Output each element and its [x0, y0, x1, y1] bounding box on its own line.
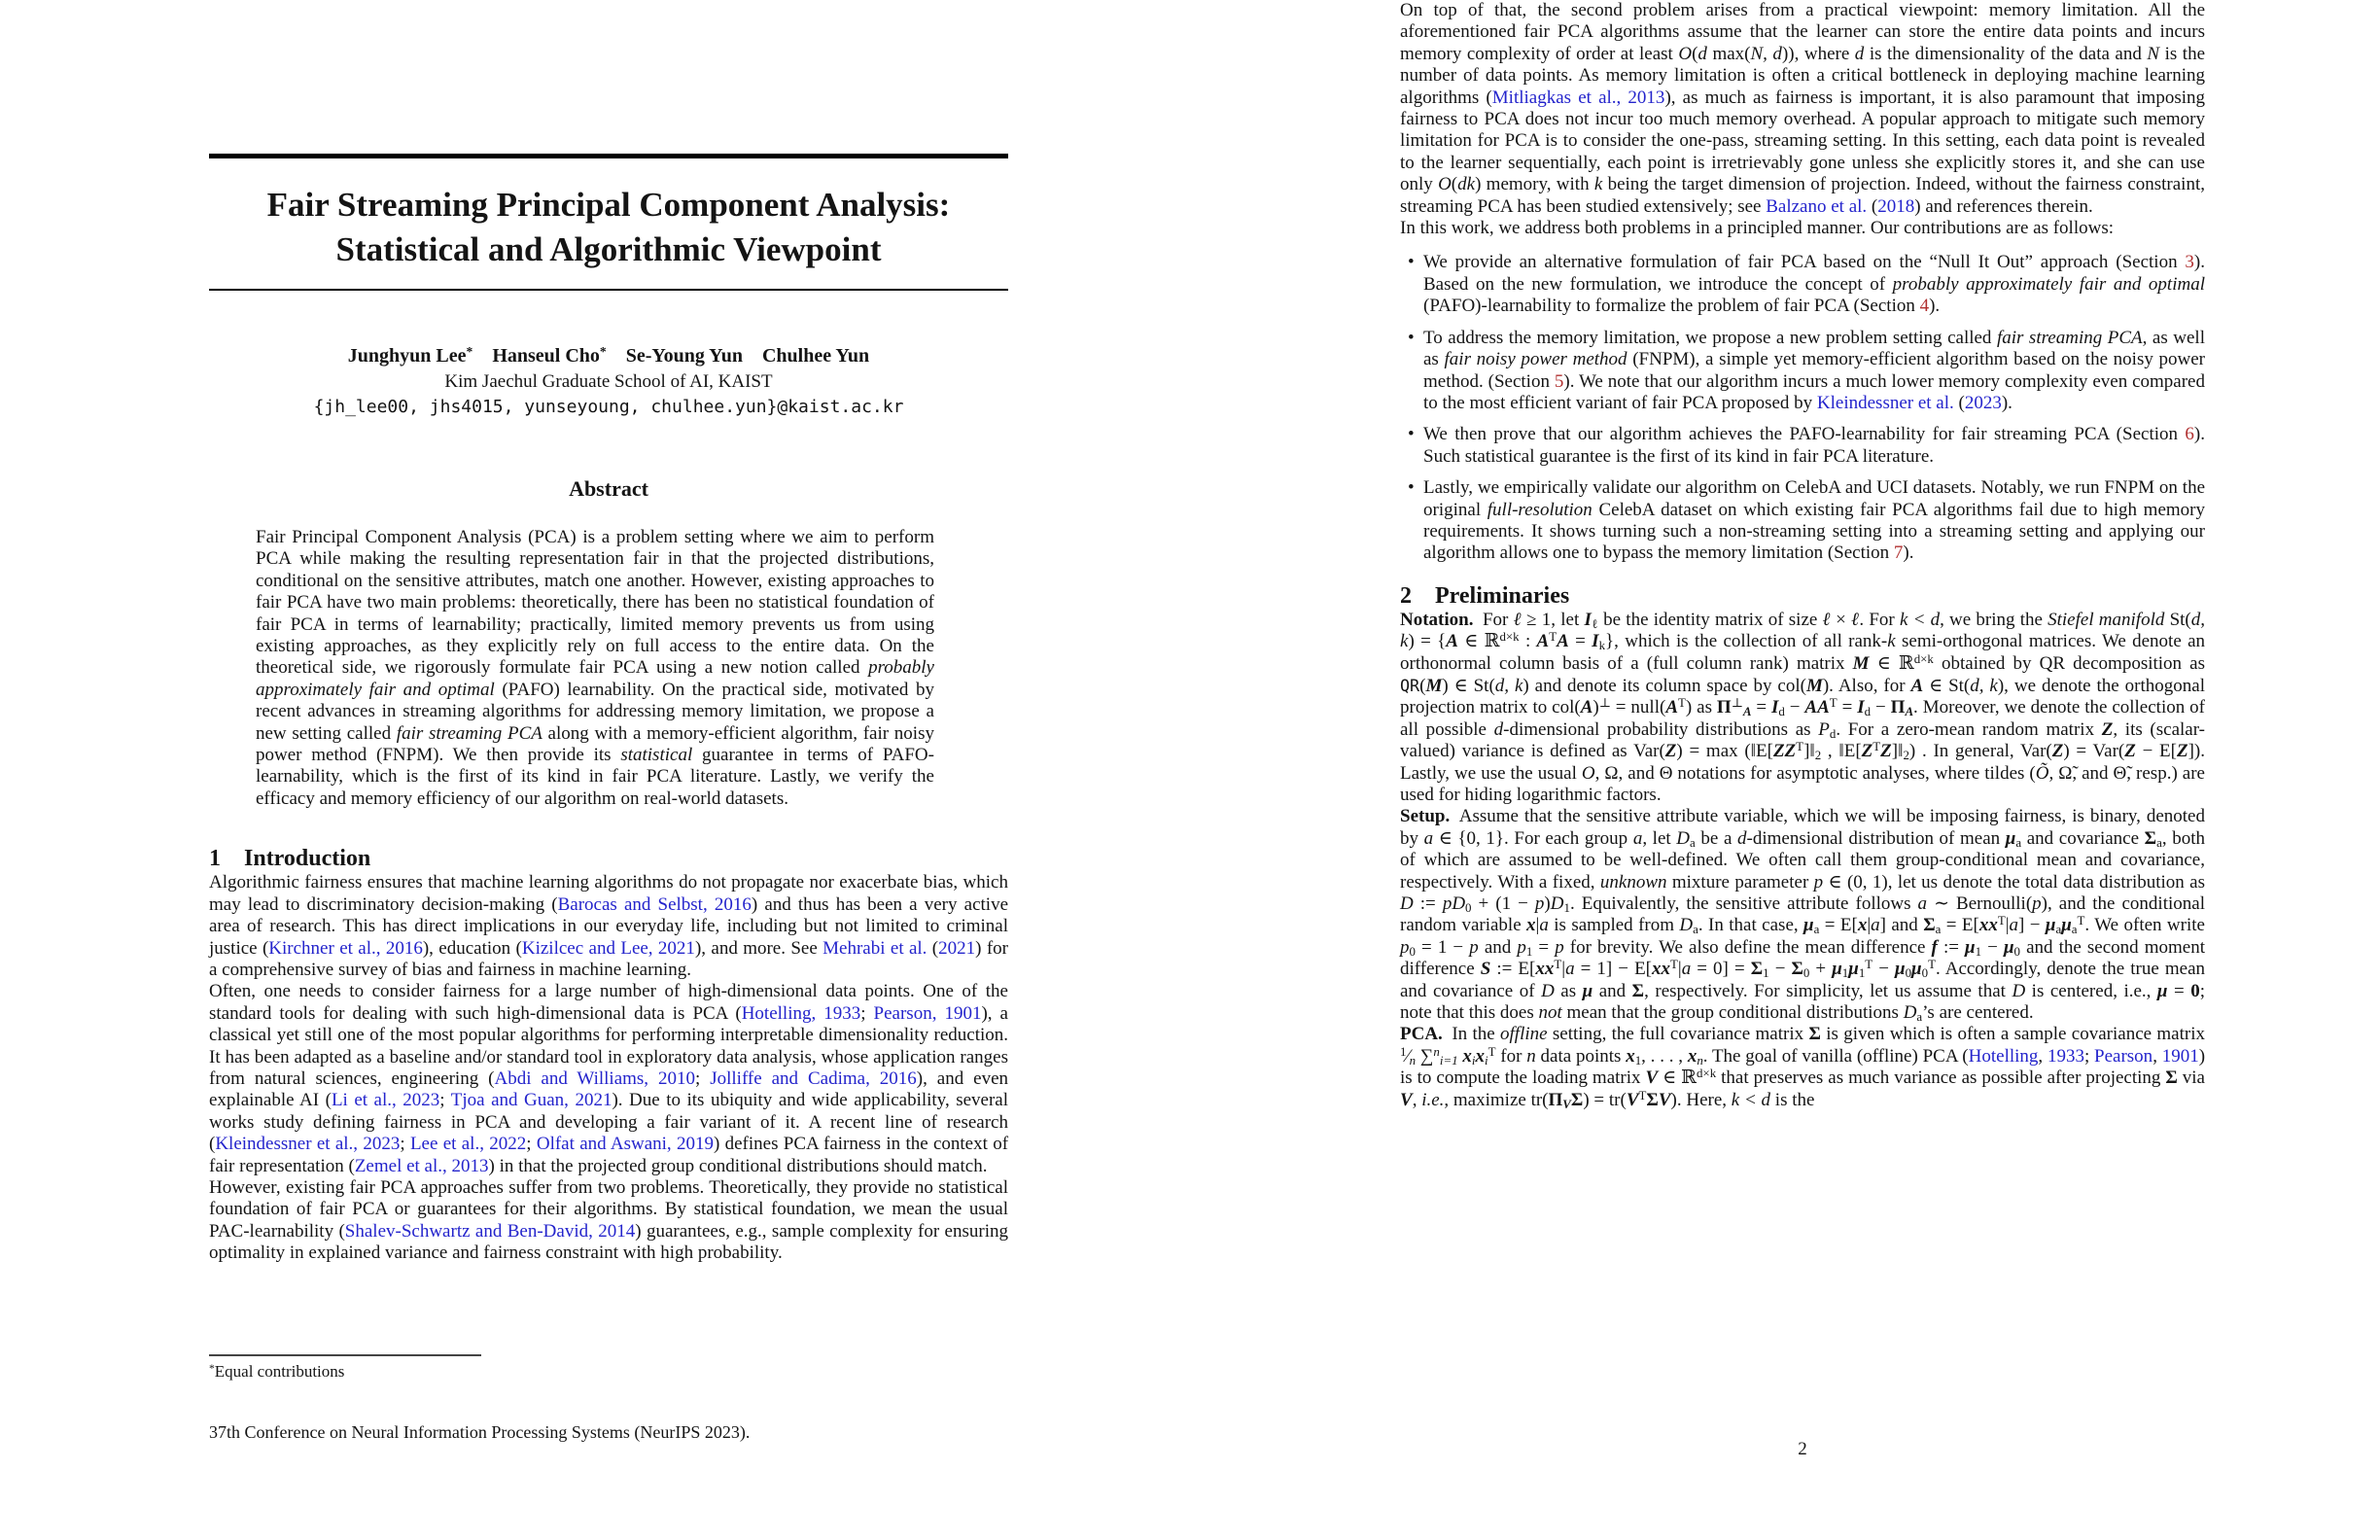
- citation-link[interactable]: Olfat and Aswani, 2019: [536, 1134, 714, 1155]
- contribution-item-1: [1408, 252, 2205, 317]
- intro-paragraph-1: Algorithmic fairness ensures that machine learning algorithms do not propagate nor exacerbate bias, which may lead to discriminatory decision-making (Barocas and Selbst, 2016) and thus has been a very active area of research. This has direct implications in our everyday life, including but not limited to criminal justice (Kirchner et al., 2016), education (Kizilcec and Lee, 2021), and more. See Mehrabi et al. (2021) for a comprehensive survey of bias and fairness in machine learning.: [209, 872, 1008, 980]
- bullet-icon: •: [1408, 252, 1415, 273]
- citation-link[interactable]: Jolliffe and Cadima, 2016: [710, 1068, 917, 1089]
- citation-link[interactable]: 1901: [2161, 1045, 2199, 1067]
- paper-title-line-1: Fair Streaming Principal Component Analysis:: [266, 186, 951, 224]
- citation-link[interactable]: Kleindessner et al.: [1816, 392, 1954, 413]
- citation-link[interactable]: Kizilcec and Lee, 2021: [521, 937, 695, 959]
- affiliation-line: Kim Jaechul Graduate School of AI, KAIST: [444, 371, 773, 392]
- contributions-list: [1400, 252, 2205, 564]
- section-ref-link[interactable]: 6: [2185, 424, 2194, 445]
- pca-paragraph: PCA. In the offline setting, the full covariance matrix Σ is given which is often a sample covariance matrix $^1$⁄n ∑$^n$i=1 xixi$^T$ for n data points x1, . . . , xn. The goal of vanilla (offline) PCA (Hotelling, 1933; Pearson, 1901) is to compute the loading matrix V ∈ ℝ$^{d\times k}$ that preserves as much variance as possible after projecting Σ via V, i.e., maximize $tr(\Pi V\Sigma) = tr(V^T\Sigma V)$. Here, k < d is the: [1400, 1024, 2206, 1111]
- setup-paragraph: Setup. Assume that the sensitive attribute variable, which we will be imposing fairness, is binary, denoted by a ∈ {0, 1}. For each group a, let Da be a d-dimensional distribution of mean μa and covariance Σa, both of which are assumed to be well-defined. We often call them group-conditional mean and covariance, respectively. With a fixed, unknown mixture parameter p ∈ (0, 1), let us denote the total data distribution as D := pD0 + (1 − p)D1. Equivalently, the sensitive attribute follows a ∼ Bernoulli(p), and the conditional random variable x|a is sampled from Da. In that case, μa = E[x|a] and $\Sigma a = E[xx^T|a] - \mu a\mu a^T$. We often write p0 = 1 − p and p1 = p for brevity. We also define the mean difference f := μ1 − μ0 and the second moment difference S := $E[xx^T|a = 1] - E[xx^T|a = 0] = \Sigma 1 - \Sigma 0 + \mu 1\mu 1^T - \mu 0\mu 0^T$. Accordingly, denote the true mean and covariance of D as μ and Σ, respectively. For simplicity, let us assume that D is centered, i.e., μ = 0; note that this does not mean that the group conditional distributions Da’s are centered.: [1400, 806, 2206, 1024]
- page-1: [209, 0, 1008, 1540]
- footnote-block: [209, 1354, 1008, 1382]
- citation-link[interactable]: 1933: [2047, 1045, 2084, 1067]
- title-rule-top: [209, 154, 1008, 158]
- notation-paragraph: Notation. For ℓ ≥ 1, let Iℓ be the identity matrix of size ℓ × ℓ. For k < d, we bring the Stiefel manifold St(d, k) = {A ∈ ℝ$^{d\times k}$ : $A^TA = Ik$}, which is the collection of all rank-k semi-orthogonal matrices. We denote an orthonormal column basis of a (full column rank) matrix M ∈ ℝ$^{d\times k}$ obtained by QR decomposition as QR(M) ∈ St(d, k) and denote its column space by col(M). Also, for A ∈ St(d, k), we denote the orthogonal projection matrix to $col(A)^\perp = null(A^T)$ as $\Pi^\perp A = Id - AA^T = Id - \Pi A$. Moreover, we denote the collection of all possible d-dimensional probability distributions as Pd. For a zero-mean random matrix Z, its (scalar-valued) variance is defined as $Var(Z) = \max (‖E[ZZ^T]‖2$ , $‖E[Z^TZ]‖2$) . In general, Var(Z) = Var(Z − E[Z]). Lastly, we use the usual O, Ω, and Θ notations for asymptotic analyses, where tildes (Õ, Ω̃, and Θ̃, resp.) are used for hiding logarithmic factors.: [1400, 609, 2206, 805]
- citation-link[interactable]: Li et al., 2023: [331, 1090, 440, 1111]
- citation-link[interactable]: 2018: [1877, 195, 1915, 217]
- page-number: 2: [1798, 1439, 1807, 1459]
- citation-link[interactable]: Barocas and Selbst, 2016: [557, 893, 752, 915]
- contribution-text-3: We then prove that our algorithm achieves the PAFO-learnability for fair streaming PCA (Section 6). Such statistical guarantee is the first of its kind in fair PCA literature.: [1423, 424, 2205, 467]
- citation-link[interactable]: 2023: [1964, 392, 2002, 413]
- contribution-item-3: [1408, 424, 2205, 468]
- paper-title: [209, 183, 1008, 272]
- citation-link[interactable]: Kirchner et al., 2016: [268, 937, 423, 959]
- citation-link[interactable]: Tjoa and Guan, 2021: [450, 1090, 612, 1111]
- memory-limitation-paragraph: On top of that, the second problem arises from a practical viewpoint: memory limitation. All the aforementioned fair PCA algorithms assume that the learner can store the entire data points and incurs memory complexity of order at least O(d max(N, d)), where d is the dimensionality of the data and N is the number of data points. As memory limitation is often a critical bottleneck in deploying machine learning algorithms (Mitliagkas et al., 2013), as much as fairness is important, it is also paramount that imposing fairness to PCA does not incur too much memory overhead. A popular approach to mitigate such memory limitation for PCA is to consider the one-pass, streaming setting. In this setting, each data point is revealed to the learner sequentially, each point is irretrievably gone unless she explicitly stores it, and she can use only O(dk) memory, with k being the target dimension of projection. Indeed, without the fairness constraint, streaming PCA has been studied extensively; see Balzano et al. (2018) and references therein.: [1400, 0, 2205, 217]
- paper-title-line-2: Statistical and Algorithmic Viewpoint: [335, 230, 882, 268]
- section-heading-introduction: 1 Introduction: [209, 846, 371, 872]
- citation-link[interactable]: 2021: [938, 937, 976, 959]
- section-ref-link[interactable]: 7: [1893, 542, 1904, 564]
- intro-paragraph-2: Often, one needs to consider fairness for a large number of high-dimensional data points. One of the standard tools for dealing with such high-dimensional data is PCA (Hotelling, 1933; Pearson, 1901), a classical yet still one of the most popular algorithms for performing interpretable dimensionality reduction. It has been adapted as a baseline and/or standard tool in exploratory data analysis, whose application ranges from natural sciences, engineering (Abdi and Williams, 2010; Jolliffe and Cadima, 2016), and even explainable AI (Li et al., 2023; Tjoa and Guan, 2021). Due to its ubiquity and wide applicability, several works study defining fairness in PCA and developing a fair variant of it. A recent line of research (Kleindessner et al., 2023; Lee et al., 2022; Olfat and Aswani, 2019) defines PCA fairness in the context of fair representation (Zemel et al., 2013) in that the projected group conditional distributions should match.: [209, 981, 1009, 1176]
- abstract-paragraph: Fair Principal Component Analysis (PCA) is a problem setting where we aim to perform PCA while making the resulting representation fair in that the projected distributions, conditional on the sensitive attributes, match one another. However, existing approaches to fair PCA have two main problems: theoretically, there has been no statistical foundation of fair PCA in terms of learnability; practically, limited memory prevents us from using existing approaches, as they explicitly rely on full access to the entire data. On the theoretical side, we rigorously formulate fair PCA using a new notion called probably approximately fair and optimal (PAFO) learnability. On the practical side, motivated by recent advances in streaming algorithms for addressing memory limitation, we propose a new setting called fair streaming PCA along with a memory-efficient algorithm, fair noisy power method (FNPM). We then provide its statistical guarantee in terms of PAFO-learnability, which is the first of its kind in fair PCA literature. Lastly, we verify the efficacy and memory efficiency of our algorithm on real-world datasets.: [256, 527, 934, 809]
- citation-link[interactable]: Kleindessner et al., 2023: [215, 1134, 401, 1155]
- abstract-heading: Abstract: [569, 476, 648, 501]
- abstract-block: [256, 527, 934, 810]
- contributions-intro-paragraph: In this work, we address both problems in a principled manner. Our contributions are as follows:: [1400, 218, 2114, 239]
- page-2: [1400, 0, 2205, 1540]
- section-ref-link[interactable]: 5: [1554, 370, 1564, 392]
- citation-link[interactable]: Balzano et al.: [1766, 195, 1868, 217]
- contribution-text-2: To address the memory limitation, we propose a new problem setting called fair streaming PCA, as well as fair noisy power method (FNPM), a simple yet memory-efficient algorithm based on the noisy power method. (Section 5). We note that our algorithm incurs a much lower memory complexity even compared to the most efficient variant of fair PCA proposed by Kleindessner et al. (2023).: [1423, 327, 2206, 413]
- contribution-text-4: Lastly, we empirically validate our algorithm on CelebA and UCI datasets. Notably, we run FNPM on the original full-resolution CelebA dataset on which existing fair PCA algorithms fail due to high memory requirements. It shows turning such a non-streaming setting into a streaming setting and applying our algorithm allows one to bypass the memory limitation (Section 7).: [1423, 477, 2205, 564]
- authors-line: Junghyun Lee* Hanseul Cho* Se-Young Yun Chulhee Yun: [347, 343, 870, 367]
- citation-link[interactable]: Zemel et al., 2013: [354, 1155, 489, 1176]
- citation-link[interactable]: Mehrabi et al.: [822, 937, 928, 959]
- citation-link[interactable]: Pearson: [2094, 1045, 2153, 1067]
- contribution-item-2: [1408, 327, 2206, 415]
- title-rule-bottom: [209, 289, 1008, 291]
- citation-link[interactable]: Pearson, 1901: [873, 1002, 982, 1024]
- bullet-icon: •: [1408, 477, 1415, 499]
- citation-link[interactable]: Lee et al., 2022: [409, 1134, 527, 1155]
- contribution-text-1: We provide an alternative formulation of fair PCA based on the “Null It Out” approach (Section 3). Based on the new formulation, we introduce the concept of probably approximately fair and optimal (PAFO)-learnability to formalize the problem of fair PCA (Section 4).: [1423, 252, 2205, 317]
- email-line: {jh_lee00, jhs4015, yunseyoung, chulhee.yun}@kaist.ac.kr: [313, 397, 904, 417]
- intro-paragraph-3: However, existing fair PCA approaches suffer from two problems. Theoretically, they provide no statistical foundation of fair PCA or guarantees for their algorithms. By statistical foundation, we mean the usual PAC-learnability (Shalev-Schwartz and Ben-David, 2014) guarantees, e.g., sample complexity for ensuring optimality in explained variance and fairness constraint with high probability.: [209, 1176, 1008, 1264]
- contribution-item-4: [1408, 477, 2205, 565]
- citation-link[interactable]: Hotelling: [1968, 1045, 2039, 1067]
- citation-link[interactable]: Abdi and Williams, 2010: [494, 1068, 695, 1089]
- conference-footer: 37th Conference on Neural Information Processing Systems (NeurIPS 2023).: [209, 1422, 751, 1442]
- bullet-icon: •: [1408, 424, 1415, 445]
- footnote-rule: [209, 1354, 481, 1356]
- section-ref-link[interactable]: 3: [2185, 252, 2194, 273]
- citation-link[interactable]: Mitliagkas et al., 2013: [1491, 87, 1665, 108]
- section-ref-link[interactable]: 4: [1919, 296, 1930, 317]
- citation-link[interactable]: Shalev-Schwartz and Ben-David, 2014: [344, 1220, 636, 1242]
- bullet-icon: •: [1408, 327, 1415, 348]
- footnote-text: *Equal contributions: [209, 1361, 345, 1381]
- section-heading-preliminaries: 2 Preliminaries: [1400, 582, 1570, 609]
- citation-link[interactable]: Hotelling, 1933: [741, 1002, 861, 1024]
